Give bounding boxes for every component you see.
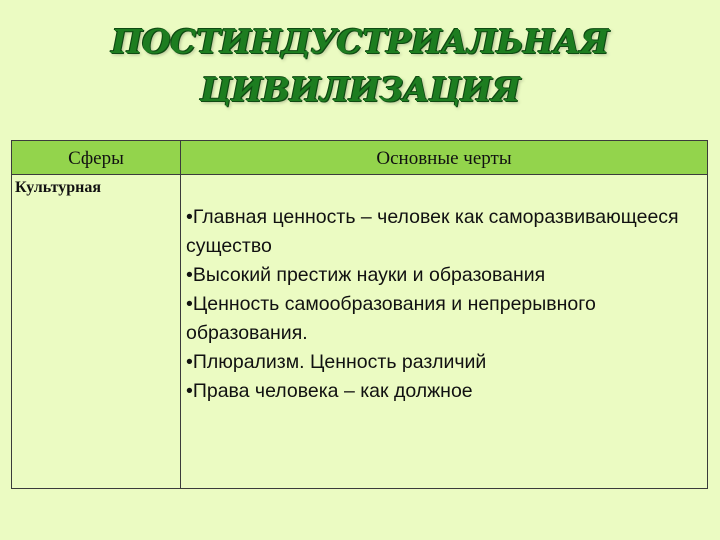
table-header-row [12, 141, 707, 175]
features-list [186, 203, 701, 406]
feature-item: • Права человека – как должное [186, 377, 701, 406]
slide-title [0, 18, 720, 114]
feature-item: • Ценность самообразования и непрерывного образования. [186, 290, 701, 348]
feature-item: • Главная ценность – человек как саморазвивающееся существо [186, 203, 701, 261]
slide-title-line-1: ПОСТИНДУСТРИАЛЬНАЯ [111, 22, 609, 61]
cell-sphere-cultural: Культурная [15, 179, 102, 196]
comparison-table [11, 140, 708, 489]
slide-title-line-2: ЦИВИЛИЗАЦИЯ [200, 70, 520, 109]
header-cell-spheres: Сферы [12, 141, 181, 174]
feature-item: • Плюрализм. Ценность различий [186, 348, 701, 377]
feature-item: • Высокий престиж науки и образования [186, 261, 701, 290]
header-cell-main-features: Основные черты [376, 148, 512, 169]
column-divider [180, 175, 181, 488]
